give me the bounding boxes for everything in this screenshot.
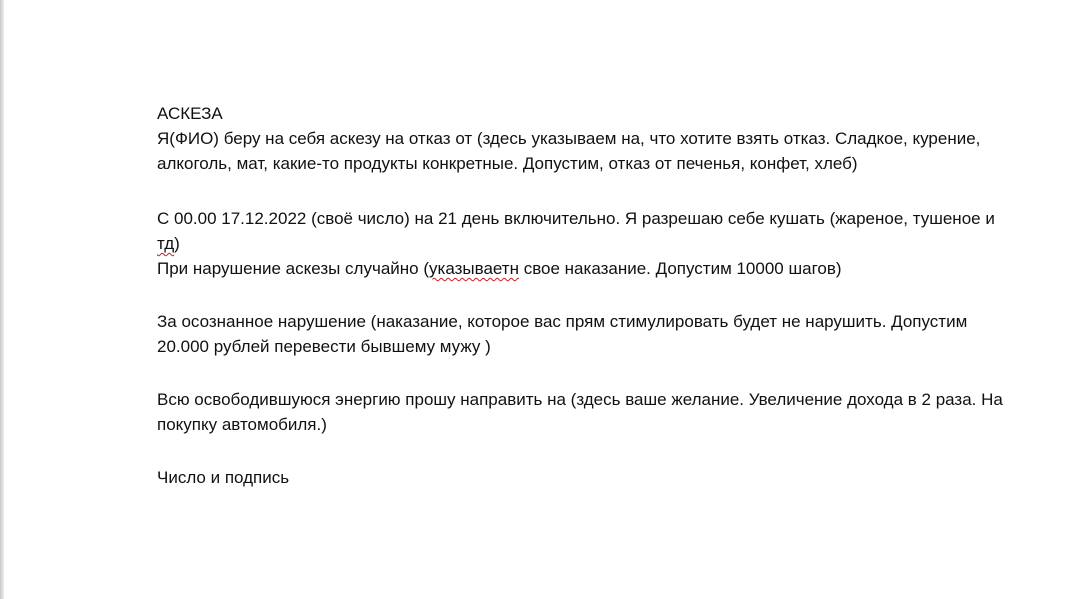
document-page[interactable] xyxy=(4,0,1072,599)
paragraph-duration-text: С 00.00 17.12.2022 (своё число) на 21 день включительно. Я разрешаю себе кушать (жареное, тушеное и xyxy=(157,209,1000,228)
blank-line xyxy=(157,281,1017,309)
paragraph-accidental-text: При нарушение аскезы случайно ( xyxy=(157,259,430,278)
blank-line xyxy=(157,359,1017,387)
document-body[interactable] xyxy=(157,101,1017,490)
document-title: АСКЕЗА xyxy=(157,104,223,123)
paragraph-accidental-end: свое наказание. Допустим 10000 шагов) xyxy=(518,259,842,278)
paragraph-accidental-violation xyxy=(157,256,1017,281)
paragraph-conscious-violation: За осознанное нарушение (наказание, которое вас прям стимулировать будет не нарушить. Допустим 20.000 рублей перевести бывшему мужу ) xyxy=(157,312,973,356)
paragraph-date-signature: Число и подпись xyxy=(157,468,290,487)
spellcheck-word: тд xyxy=(157,234,175,253)
paragraph-duration xyxy=(157,206,1017,256)
paragraph-energy-direction: Всю освободившуюся энергию прошу направить на (здесь ваше желание. Увеличение дохода в 2 раза. На покупку автомобиля.) xyxy=(157,390,1008,434)
paragraph-abstinence-statement: Я(ФИО) беру на себя аскезу на отказ от (здесь указываем на, что хотите взять отказ. Сладкое, курение, алкоголь, мат, какие-то продукты конкретные. Допустим, отказ от печенья, конфет, хлеб) xyxy=(157,129,986,173)
blank-line xyxy=(157,437,1017,465)
blank-line xyxy=(157,176,1017,206)
paragraph-duration-end: ) xyxy=(174,234,180,253)
spellcheck-word: указываетн xyxy=(429,259,519,278)
